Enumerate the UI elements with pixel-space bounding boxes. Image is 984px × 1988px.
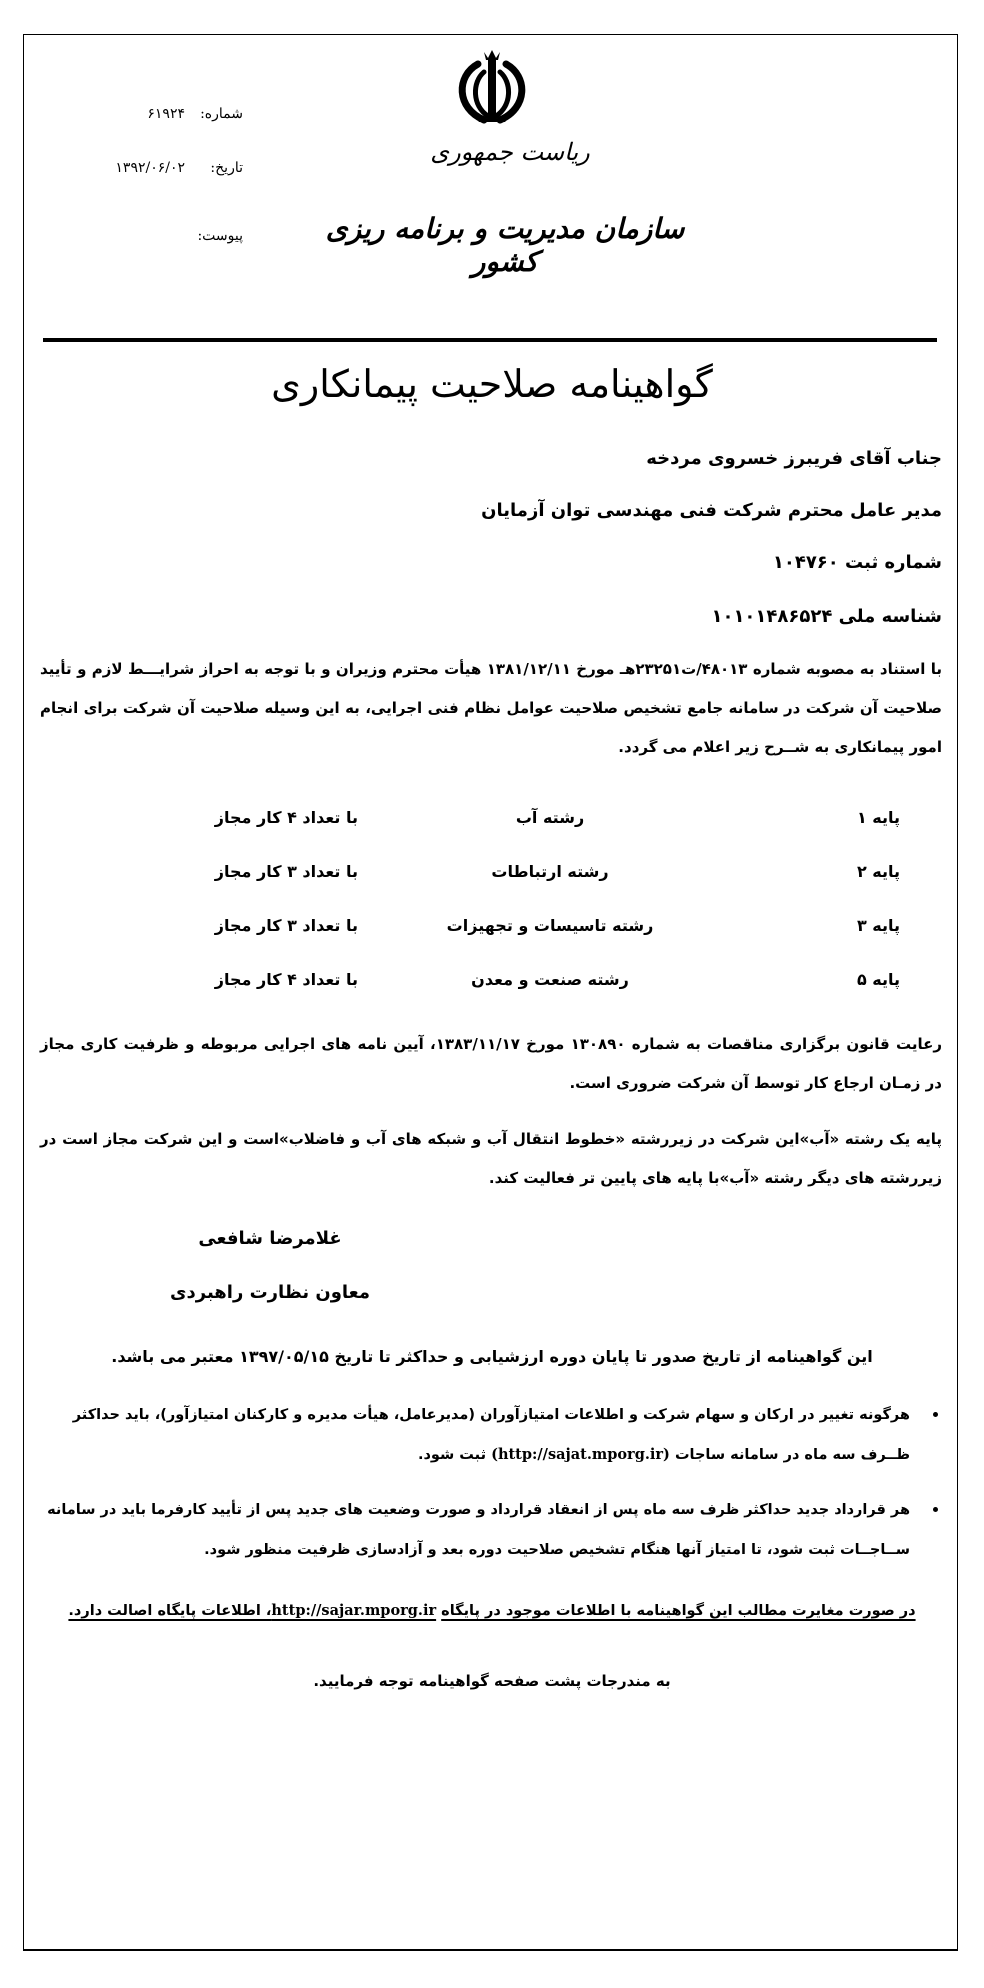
- letter-attachment: [95, 228, 255, 250]
- national-id: شناسه ملی ۱۰۱۰۱۴۸۶۵۲۴: [711, 606, 942, 627]
- grade-field: رشته آب: [515, 808, 585, 827]
- presidency-heading: ریاست جمهوری: [430, 138, 590, 166]
- grade-row: [100, 970, 900, 1000]
- bullet-icon: [933, 1507, 938, 1512]
- subfield-paragraph: پایه یک رشته «آب»این شرکت در زیررشته «خطوط انتقال آب و شبکه های آب و فاضلاب»است و این شرکت مجاز است در زیررشته های دیگر رشته «آب»با پایه های پایین تر فعالیت کند.: [40, 1130, 942, 1187]
- bullet-icon: [933, 1412, 938, 1417]
- bullet-text-end: ثبت شود.: [417, 1447, 487, 1463]
- grade-row: [100, 808, 900, 838]
- header-divider: [43, 338, 937, 342]
- grade-count: با تعداد ۳ کار مجاز: [214, 916, 358, 935]
- letter-date: [95, 160, 255, 182]
- recipient-position: مدیر عامل محترم شرکت فنی مهندسی توان آزمایان: [481, 500, 942, 521]
- bullet-item: [40, 1490, 910, 1570]
- authenticity-notice: [60, 1596, 924, 1626]
- grade-count: با تعداد ۴ کار مجاز: [214, 808, 358, 827]
- date-value: ۱۳۹۲/۰۶/۰۲: [115, 160, 185, 176]
- grade-count: با تعداد ۳ کار مجاز: [214, 862, 358, 881]
- grade-row: [100, 916, 900, 946]
- signatory-title: معاون نظارت راهبردی: [170, 1282, 370, 1303]
- intro-paragraph: با استناد به مصوبه شماره ۴۸۰۱۳/ت۲۳۲۵۱هـ مورخ ۱۳۸۱/۱۲/۱۱ هیأت محترم وزیران و با توجه به احراز شرایـــط لازم و تأیید صلاحیت آن شرکت در سامانه جامع تشخیص صلاحیت عوامل نظام فنی اجرایی، به این وسیله صلاحیت آن شرکت برای انجام امور پیمانکاری به شــرح زیر اعلام می گردد.: [40, 660, 942, 756]
- validity-statement: این گواهینامه از تاریخ صدور تا پایان دوره ارزشیابی و حداکثر تا تاریخ ۱۳۹۷/۰۵/۱۵ معتبر می باشد.: [111, 1347, 873, 1366]
- compliance-paragraph: رعایت قانون برگزاری مناقصات به شماره ۱۳۰۸۹۰ مورخ ۱۳۸۳/۱۱/۱۷، آیین نامه های اجرایی مربوطه و ظرفیت کاری مجاز در زمـان ارجاع کار توسط آن شرکت ضروری است.: [40, 1035, 942, 1092]
- notice-text-end: ، اطلاعات پایگاه اصالت دارد.: [68, 1603, 272, 1619]
- grade-count: با تعداد ۴ کار مجاز: [214, 970, 358, 989]
- organization-name: سازمان مدیریت و برنامه ریزی کشور: [325, 212, 685, 278]
- grade-level: پایه ۱: [856, 808, 900, 827]
- sajat-url-link[interactable]: (http://sajat.mporg.ir): [491, 1446, 670, 1463]
- iran-emblem-icon: [448, 46, 536, 126]
- notice-text: در صورت مغایرت مطالب این گواهینامه با اطلاعات موجود در پایگاه: [441, 1603, 916, 1619]
- grade-field: رشته ارتباطات: [491, 862, 609, 881]
- registration-number: شماره ثبت ۱۰۴۷۶۰: [772, 552, 942, 573]
- number-value: ۶۱۹۲۴: [147, 106, 185, 122]
- date-label: تاریخ:: [210, 160, 243, 176]
- grade-level: پایه ۳: [856, 916, 900, 935]
- bullet-text: هر قرارداد جدید حداکثر ظرف سه ماه پس از انعقاد قرارداد و صورت وضعیت های جدید پس از تأیید کارفرما باید در سامانه ســاجــات ثبت شود، تا امتیاز آنها هنگام تشخیص صلاحیت دوره بعد و آزادسازی ظرفیت منظور شود.: [47, 1502, 910, 1558]
- attachment-label: پیوست:: [197, 228, 243, 244]
- number-label: شماره:: [200, 106, 243, 122]
- sajar-url-link[interactable]: http://sajar.mporg.ir: [271, 1602, 437, 1619]
- grade-field: رشته تاسیسات و تجهیزات: [446, 916, 654, 935]
- document-title: گواهینامه صلاحیت پیمانکاری: [271, 362, 713, 406]
- bullet-text: هرگونه تغییر در ارکان و سهام شرکت و اطلاعات امتیازآوران (مدیرعامل، هیأت مدیره و کارکنان امتیازآور)، باید حداکثر ظــرف سه ماه در سامانه ساجات: [72, 1407, 910, 1463]
- grade-level: پایه ۲: [856, 862, 900, 881]
- recipient-salutation: جناب آقای فریبرز خسروی مردخه: [646, 448, 942, 469]
- letter-number: [95, 106, 255, 128]
- bullet-item: [40, 1395, 910, 1475]
- signatory-name: غلامرضا شافعی: [198, 1228, 342, 1249]
- grade-field: رشته صنعت و معدن: [471, 970, 629, 989]
- grade-level: پایه ۵: [856, 970, 900, 989]
- grade-row: [100, 862, 900, 892]
- footer-note: به مندرجات پشت صفحه گواهینامه توجه فرمایید.: [313, 1672, 671, 1690]
